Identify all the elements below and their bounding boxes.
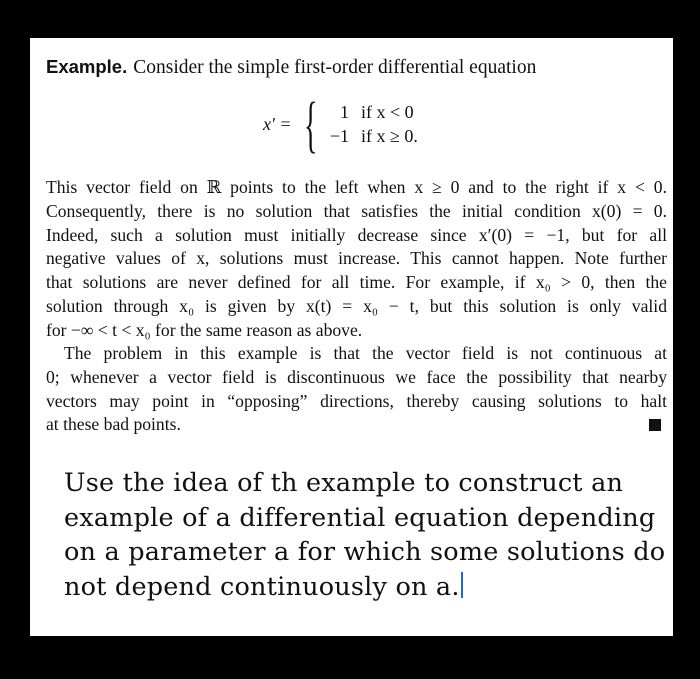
case-condition: if x ≥ 0. xyxy=(361,126,418,146)
paragraph-discontinuity xyxy=(46,342,667,437)
question-line: on a parameter a for which some solutions do xyxy=(64,537,666,567)
question-line: Use the idea of th example to construct an xyxy=(64,468,624,498)
document-page xyxy=(30,38,673,636)
end-of-proof-square xyxy=(649,419,661,431)
question-line: example of a differential equation depending xyxy=(64,502,656,533)
example-heading xyxy=(46,56,536,79)
case-value: −1 xyxy=(329,126,349,146)
text-line: This vector field on ℝ points to the left when x ≥ 0 and to the right if x < 0. xyxy=(46,177,667,197)
question-last-line-text: not depend continuously on a. xyxy=(64,571,460,602)
text-line: The problem in this example is that the vector field is not continuous at xyxy=(64,343,667,363)
question-text[interactable] xyxy=(64,466,666,604)
equation-case xyxy=(321,102,414,123)
text-line: vectors may point in “opposing” directions, thereby causing solutions to halt xyxy=(46,390,667,411)
text-line: negative values of x, solutions must increase. This cannot happen. Note further xyxy=(46,248,667,269)
example-intro: Consider the simple first-order differential equation xyxy=(133,57,537,78)
text-line: for −∞ < t < x₀ for the same reason as above. xyxy=(46,319,363,340)
text-line: solution through x₀ is given by x(t) = x₀ − t, but this solution is only valid xyxy=(46,295,667,316)
text-line: 0; whenever a vector field is discontinuous we face the possibility that nearby xyxy=(46,366,667,387)
equation-case xyxy=(321,126,418,147)
text-line: at these bad points. xyxy=(46,414,181,435)
case-condition: if x < 0 xyxy=(361,102,414,122)
paragraph-vector-field xyxy=(46,176,667,343)
question-line xyxy=(64,570,649,605)
text-line: Indeed, such a solution must initially decrease since x′(0) = −1, but for all xyxy=(46,224,667,245)
text-line: that solutions are never defined for all time. For example, if x₀ > 0, then the xyxy=(46,272,667,293)
case-value: 1 xyxy=(340,102,349,122)
text-line: Consequently, there is no solution that satisfies the initial condition x(0) = 0. xyxy=(46,200,667,221)
piecewise-equation xyxy=(263,91,483,159)
left-brace: { xyxy=(304,91,318,159)
equation-lhs: x′ = xyxy=(263,114,292,134)
text-cursor xyxy=(461,572,463,598)
example-label: Example. xyxy=(46,56,128,77)
